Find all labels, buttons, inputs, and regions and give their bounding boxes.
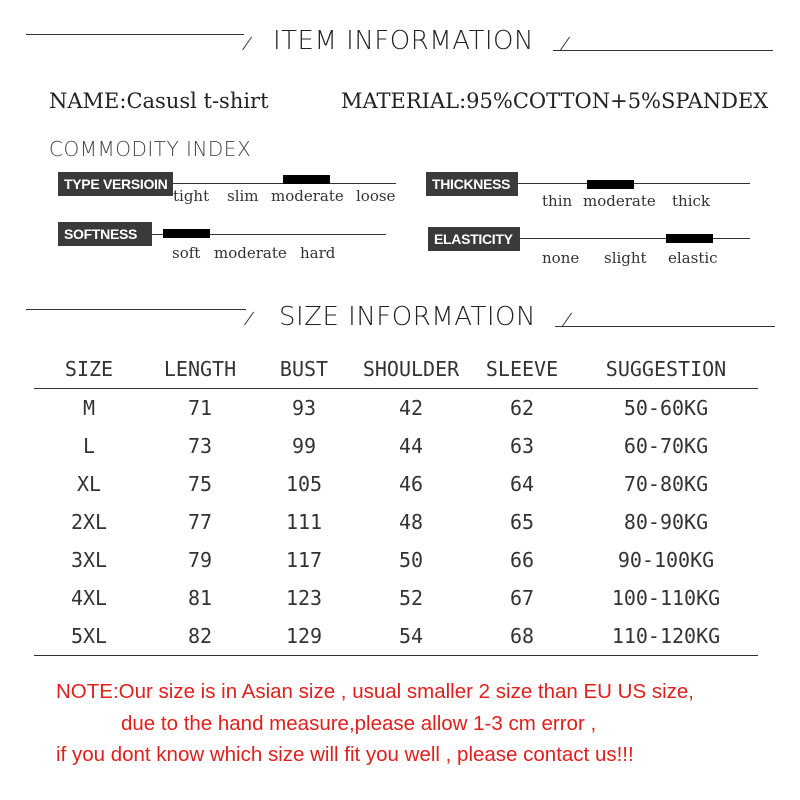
table-row bbox=[34, 503, 758, 541]
cell-suggestion: 80-90KG bbox=[623, 510, 709, 534]
cell-bust: 123 bbox=[285, 586, 323, 610]
header-bust: BUST bbox=[256, 350, 352, 389]
cell-suggestion: 100-110KG bbox=[611, 586, 721, 610]
type-version-option-slim: slim bbox=[227, 187, 259, 205]
cell-sleeve: 66 bbox=[509, 548, 535, 572]
item-title-right-slash bbox=[560, 37, 570, 51]
header-shoulder: SHOULDER bbox=[352, 350, 470, 389]
cell-sleeve: 65 bbox=[509, 510, 535, 534]
header-length: LENGTH bbox=[144, 350, 256, 389]
elasticity-option-elastic: elastic bbox=[668, 249, 718, 267]
cell-bust: 93 bbox=[291, 396, 317, 420]
cell-sleeve: 63 bbox=[509, 434, 535, 458]
table-row bbox=[34, 617, 758, 656]
cell-bust: 99 bbox=[291, 434, 317, 458]
cell-bust: 129 bbox=[256, 617, 352, 656]
cell-suggestion: 70-80KG bbox=[623, 472, 709, 496]
cell-shoulder: 52 bbox=[398, 586, 424, 610]
cell-suggestion: 50-60KG bbox=[623, 396, 709, 420]
cell-shoulder: 50 bbox=[398, 548, 424, 572]
cell-sleeve: 64 bbox=[509, 472, 535, 496]
item-name: NAME:Casusl t-shirt bbox=[49, 89, 269, 113]
softness-marker bbox=[163, 229, 210, 238]
table-row bbox=[34, 427, 758, 465]
cell-sleeve: 68 bbox=[470, 617, 574, 656]
elasticity-option-none: none bbox=[542, 249, 580, 267]
cell-suggestion: 90-100KG bbox=[617, 548, 715, 572]
elasticity-marker bbox=[666, 234, 713, 243]
cell-shoulder: 44 bbox=[398, 434, 424, 458]
cell-length: 73 bbox=[187, 434, 213, 458]
softness-option-hard: hard bbox=[300, 244, 336, 262]
cell-sleeve: 62 bbox=[509, 396, 535, 420]
size-information-title: SIZE INFORMATION bbox=[279, 302, 536, 332]
size-title-left-rule bbox=[26, 309, 246, 310]
type-version-marker bbox=[283, 175, 330, 184]
type-version-option-loose: loose bbox=[356, 187, 396, 205]
header-suggestion: SUGGESTION bbox=[574, 350, 758, 389]
cell-size: 5XL bbox=[34, 617, 144, 656]
cell-size: 4XL bbox=[70, 586, 108, 610]
cell-size: M bbox=[82, 396, 96, 420]
header-sleeve: SLEEVE bbox=[470, 350, 574, 389]
thickness-option-thick: thick bbox=[672, 192, 710, 210]
cell-length: 81 bbox=[187, 586, 213, 610]
elasticity-option-slight: slight bbox=[604, 249, 647, 267]
cell-size: XL bbox=[76, 472, 102, 496]
thickness-tag: THICKNESS bbox=[426, 172, 518, 196]
softness-option-soft: soft bbox=[172, 244, 201, 262]
cell-length: 79 bbox=[187, 548, 213, 572]
item-title-left-rule bbox=[26, 34, 244, 35]
cell-bust: 105 bbox=[285, 472, 323, 496]
cell-shoulder: 46 bbox=[398, 472, 424, 496]
header-size: SIZE bbox=[34, 350, 144, 389]
size-table-header-row bbox=[34, 350, 758, 389]
size-title-right-slash bbox=[562, 313, 572, 327]
cell-suggestion: 60-70KG bbox=[623, 434, 709, 458]
type-version-tag: TYPE VERSIOIN bbox=[58, 172, 173, 196]
size-title-left-slash bbox=[244, 312, 254, 326]
item-title-right-rule bbox=[553, 50, 773, 51]
table-row bbox=[34, 579, 758, 617]
cell-size: 3XL bbox=[70, 548, 108, 572]
cell-suggestion: 110-120KG bbox=[574, 617, 758, 656]
note-line-2: due to the hand measure,please allow 1-3 cm error , bbox=[121, 712, 597, 735]
thickness-option-moderate: moderate bbox=[583, 192, 656, 210]
note-line-3: if you dont know which size will fit you well , please contact us!!! bbox=[56, 743, 634, 766]
item-title-left-slash bbox=[242, 37, 252, 51]
item-information-title: ITEM INFORMATION bbox=[273, 26, 534, 56]
table-row bbox=[34, 465, 758, 503]
cell-shoulder: 48 bbox=[398, 510, 424, 534]
table-row bbox=[34, 541, 758, 579]
cell-shoulder: 54 bbox=[352, 617, 470, 656]
cell-size: 2XL bbox=[70, 510, 108, 534]
cell-sleeve: 67 bbox=[509, 586, 535, 610]
cell-length: 75 bbox=[187, 472, 213, 496]
cell-bust: 117 bbox=[285, 548, 323, 572]
softness-option-moderate: moderate bbox=[214, 244, 287, 262]
cell-length: 82 bbox=[144, 617, 256, 656]
thickness-option-thin: thin bbox=[542, 192, 573, 210]
elasticity-tag: ELASTICITY bbox=[428, 227, 520, 251]
softness-tag: SOFTNESS bbox=[58, 222, 152, 246]
cell-shoulder: 42 bbox=[398, 396, 424, 420]
cell-size: L bbox=[82, 434, 96, 458]
commodity-index-label: COMMODITY INDEX bbox=[49, 137, 252, 161]
cell-bust: 111 bbox=[285, 510, 323, 534]
note-line-1: NOTE:Our size is in Asian size , usual smaller 2 size than EU US size, bbox=[56, 680, 695, 703]
size-table bbox=[34, 350, 758, 656]
type-version-option-tight: tight bbox=[173, 187, 210, 205]
cell-length: 77 bbox=[187, 510, 213, 534]
table-row bbox=[34, 389, 758, 428]
cell-length: 71 bbox=[187, 396, 213, 420]
item-material: MATERIAL:95%COTTON+5%SPANDEX bbox=[341, 89, 769, 113]
size-title-right-rule bbox=[555, 326, 775, 327]
thickness-marker bbox=[587, 180, 634, 189]
type-version-option-moderate: moderate bbox=[271, 187, 344, 205]
